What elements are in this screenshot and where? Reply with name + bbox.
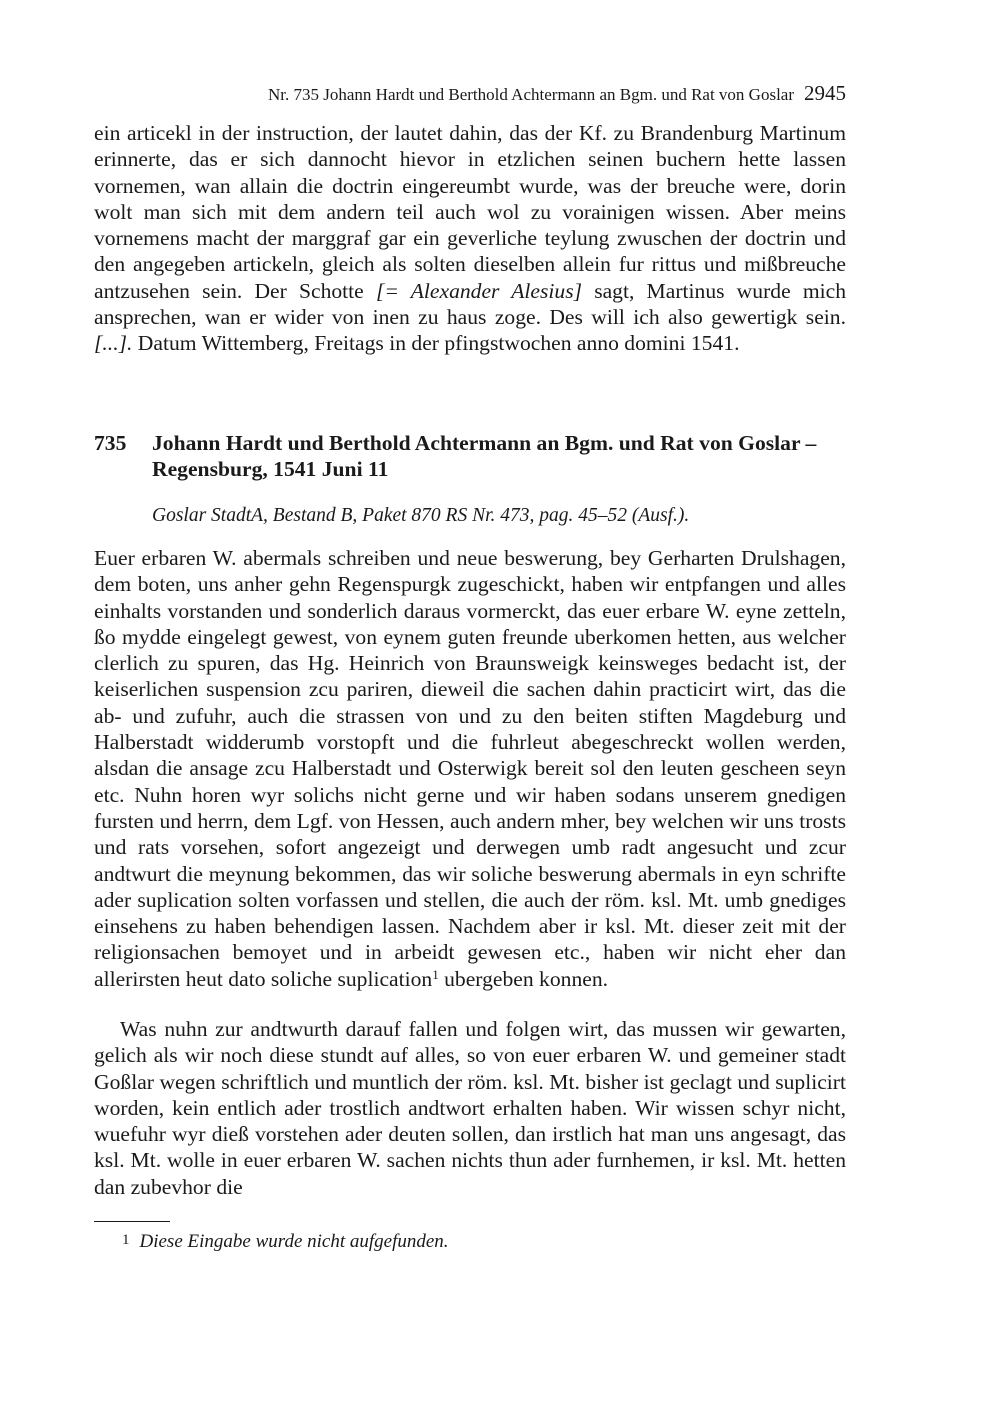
editorial-note-alesius: [= Alexander Alesius] xyxy=(375,278,583,303)
archival-source: Goslar StadtA, Bestand B, Paket 870 RS Nr. 473, pag. 45–52 (Ausf.). xyxy=(152,505,690,526)
running-head xyxy=(94,80,846,108)
omission-mark: [...]. xyxy=(94,331,133,356)
previous-document-closing-paragraph xyxy=(94,120,846,357)
body-paragraph-2: Was nuhn zur andtwurth darauf fallen und folgen wirt, das mussen wir gewarten, gelich als wir noch diese stundt auf alles, so von euer erbaren W. und gemeiner stadt Goßlar wegen schriftlich und muntlich der röm. ksl. Mt. bisher ist geclagt und suplicirt worden, kein entlich ader trostlich andtwort erhalten haben. Wir wissen schyr nicht, wuefuhr wyr dieß vorstehen ader deuten sollen, dan irstlich hat man uns angesagt, das ksl. Mt. wolle in euer erbaren W. sachen nichts thun ader furnhemen, ir ksl. Mt. hetten dan zubevhor die xyxy=(94,1017,846,1199)
prev-text-2: sagt, Martinus wurde mich ansprechen, wan er wider von inen zu haus zoge. Des will ich also gewertigk sein. xyxy=(94,278,846,330)
document-title: Johann Hardt und Berthold Achtermann an Bgm. und Rat von Goslar – Regensburg, 1541 Juni 11 xyxy=(152,431,817,482)
document-heading xyxy=(94,430,846,483)
body1-text-end: ubergeben konnen. xyxy=(438,966,609,991)
footnote xyxy=(122,1227,842,1255)
running-head-title: Nr. 735 Johann Hardt und Berthold Achtermann an Bgm. und Rat von Goslar xyxy=(268,85,794,104)
prev-text-3: Datum Wittemberg, Freitags in der pfingstwochen anno domini 1541. xyxy=(132,331,740,356)
body1-text: Euer erbaren W. abermals schreiben und neue beswerung, bey Gerharten Drulshagen, dem boten, uns anher gehn Regenspurgk zugeschickt, haben wir entpfangen und alles einhalts vorstanden und sonderlich daraus vormerckt, das euer erbare W. eyne zetteln, ßo mydde eingelegt gewest, von eynem guten freunde uberkomen hetten, aus welcher clerlich zu spuren, das Hg. Heinrich von Braunsweigk keinsweges bedacht ist, der keiserlichen suspension zcu pariren, dieweil die sachen dahin practicirt wirt, das die ab- und zufuhr, auch die strassen von und zu den beiten stiften Magdeburg und Halberstadt widderumb vorstopft und die fuhrleut abegeschreckt wollen werden, alsdan die ansage zcu Halberstadt und Osterwigk bereit sol den leuten gescheen seyn etc. Nuhn horen wyr solichs nicht gerne und wir haben sodans unserem gnedigen fursten und herrn, dem Lgf. von Hessen, auch andern mher, bey welchen wir uns trosts und rats vorsehen, sofort angezeigt und derwegen umb radt angesucht und zcur andtwurt die meynung bekommen, das wir soliche beswerung abermals in eyn schrifte ader suplication solten vorfassen und stellen, die auch der röm. ksl. Mt. umb gnediges einsehens zu haben behendigen lassen. Nachdem aber ir ksl. Mt. dieser zeit mit der religionsachen bemoyet und in arbeidt gewesen etc., haben wir nicht eher dan allerirsten heut dato soliche suplication xyxy=(94,546,846,991)
footnote-text: Diese Eingabe wurde nicht aufgefunden. xyxy=(139,1231,449,1252)
footnote-reference: 1 xyxy=(432,966,439,982)
body-paragraph-1 xyxy=(94,545,846,992)
footnote-rule xyxy=(94,1221,170,1222)
page-number: 2945 xyxy=(804,81,846,105)
prev-text-1: ein articekl in der instruction, der lautet dahin, das der Kf. zu Brandenburg Martinum erinnerte, das er sich dannocht hievor in etzlichen seinen buchern hette lassen vornemen, wan allain die doctrin eingereumbt wurde, was der breuche were, dorin wolt man sich mit dem andern teil auch wol zu vorainigen wissen. Aber meins vornemens macht der marggraf gar ein geverliche teylung zwuschen der doctrin und den angegeben artickeln, gleich als solten dieselben allein fur rittus und mißbreuche antzusehen sein. Der Schotte xyxy=(94,121,846,303)
document-number: 735 xyxy=(94,431,127,455)
footnote-number: 1 xyxy=(122,1232,130,1248)
